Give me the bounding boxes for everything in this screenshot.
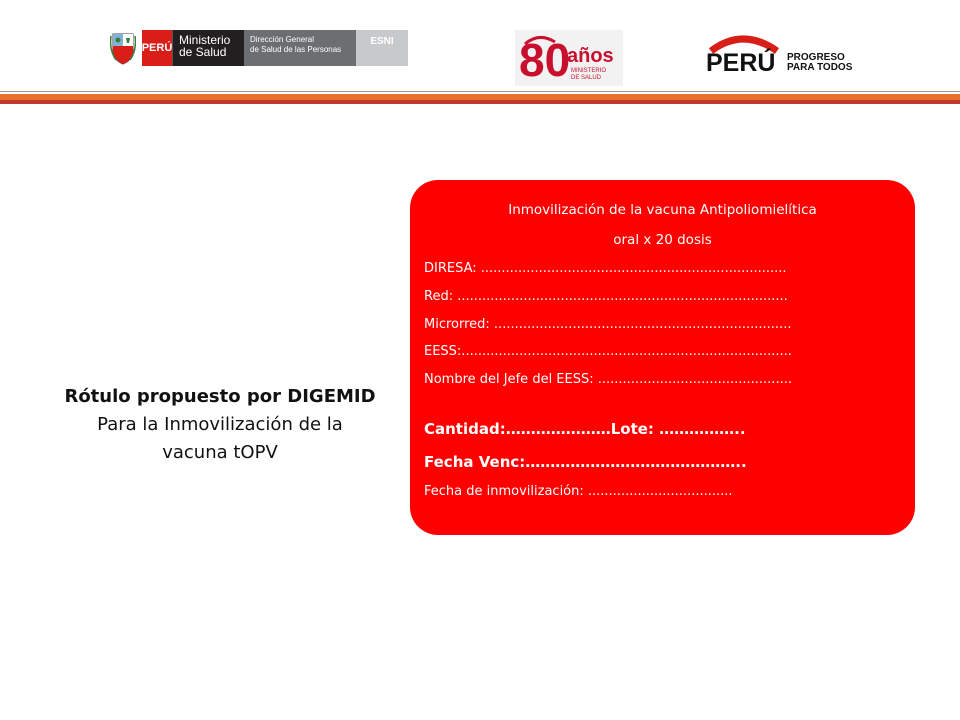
minsa-direccion-line2: de Salud de las Personas <box>250 45 342 54</box>
field-fecha-venc: Fecha Venc:…………………………………….. <box>424 453 747 471</box>
field-cantidad-lote: Cantidad:…………………Lote: …………….. <box>424 420 746 438</box>
header-divider-grey <box>0 91 960 92</box>
caption-line2: vacuna tOPV <box>162 442 278 463</box>
minsa-logo <box>110 30 408 66</box>
logo80-sub2: DE SALUD <box>571 75 602 81</box>
header-divider-red <box>0 100 960 104</box>
field-eess: EESS:................................................................................ <box>424 344 792 359</box>
esni-label: ESNI <box>356 30 408 66</box>
minsa-direccion-line1: Dirección General <box>250 35 315 44</box>
field-red: Red: ................................................................................ <box>424 289 788 304</box>
minsa-peru-label: PERÚ <box>142 30 172 66</box>
field-microrred: Microrred: ........................................................................ <box>424 317 792 332</box>
logo80-sub1: MINISTERIO <box>571 68 607 74</box>
logo80-anos: años <box>567 45 614 67</box>
caption-title: Rótulo propuesto por DIGEMID <box>64 386 376 407</box>
peru-logo-line2: PARA TODOS <box>787 62 853 73</box>
card-title-line2: oral x 20 dosis <box>613 232 712 248</box>
immobilization-label-card <box>410 180 915 535</box>
80-anos-logo <box>515 30 623 86</box>
caption-line1: Para la Inmovilización de la <box>97 414 343 435</box>
peru-progreso-logo <box>703 33 873 75</box>
minsa-ministerio-line1: Ministerio <box>179 33 231 47</box>
logo80-number: 80 <box>519 34 571 86</box>
peru-logo-word: PERÚ <box>706 49 776 75</box>
field-fecha-inmovilizacion: Fecha de inmovilización: ................................... <box>424 484 733 499</box>
card-title-line1: Inmovilización de la vacuna Antipoliomielítica <box>508 202 817 218</box>
field-diresa: DIRESA: .......................................................................... <box>424 261 787 276</box>
field-jefe-eess: Nombre del Jefe del EESS: ............................................... <box>424 372 792 387</box>
minsa-ministerio-line2: de Salud <box>179 45 227 59</box>
caption <box>40 383 400 467</box>
peru-logo-line1: PROGRESO <box>787 52 845 63</box>
minsa-ministerio-label <box>172 30 244 66</box>
minsa-direccion-label <box>244 30 356 66</box>
peru-coat-of-arms-icon <box>110 30 136 66</box>
